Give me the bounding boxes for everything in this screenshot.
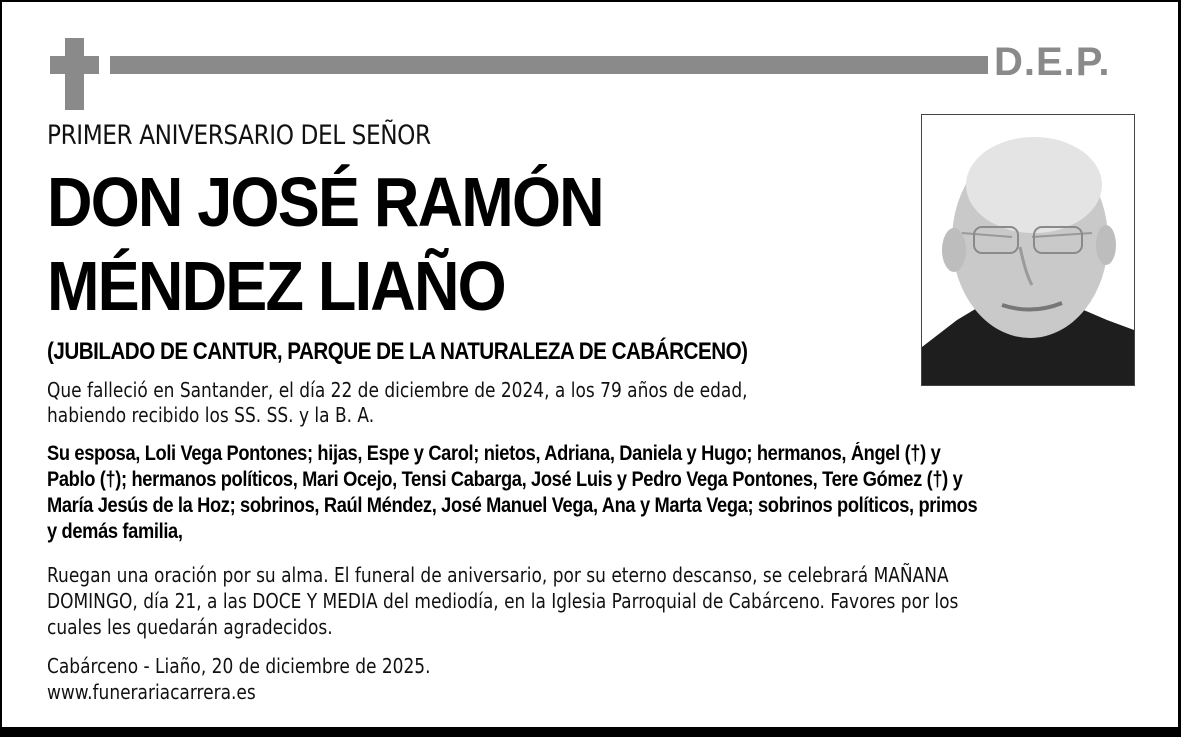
website-link[interactable]: www.funerariacarrera.es [47,680,256,704]
family-line: Pablo (†); hermanos políticos, Mari Ocejo, Tensi Cabarga, José Luis y Pedro Vega Pontones, Tere Gómez (†) y [47,468,963,491]
family-line: Su esposa, Loli Vega Pontones; hijas, Espe y Carol; nietos, Adriana, Daniela y Hugo; hermanos, Ángel (†) y [47,442,941,465]
death-info-line: habiendo recibido los SS. SS. y la B. A. [47,403,375,427]
place-date: Cabárceno - Liaño, 20 de diciembre de 2025. [47,654,431,678]
service-line: DOMINGO, día 21, a las DOCE Y MEDIA del mediodía, en la Iglesia Parroquial de Cabárceno. Favores por los [47,589,959,613]
dep-label: D.E.P. [994,40,1111,84]
obituary-card [2,2,1178,727]
occupation: (JUBILADO DE CANTUR, PARQUE DE LA NATURALEZA DE CABÁRCENO) [47,338,748,365]
family-line: María Jesús de la Hoz; sobrinos, Raúl Méndez, José Manuel Vega, Ana y Marta Vega; sobrinos políticos, primos [47,494,978,517]
subtitle: PRIMER ANIVERSARIO DEL SEÑOR [47,120,431,151]
header-rule [110,56,988,74]
family-line: y demás familia, [47,520,183,543]
name-line-1: DON JOSÉ RAMÓN [47,163,603,241]
name-line-2: MÉNDEZ LIAÑO [47,247,505,325]
service-line: cuales les quedarán agradecidos. [47,615,333,639]
service-line: Ruegan una oración por su alma. El funeral de aniversario, por su eterno descanso, se celebrará MAÑANA [47,563,949,587]
portrait-photo [921,114,1135,386]
death-info-line: Que falleció en Santander, el día 22 de diciembre de 2024, a los 79 años de edad, [47,378,748,402]
